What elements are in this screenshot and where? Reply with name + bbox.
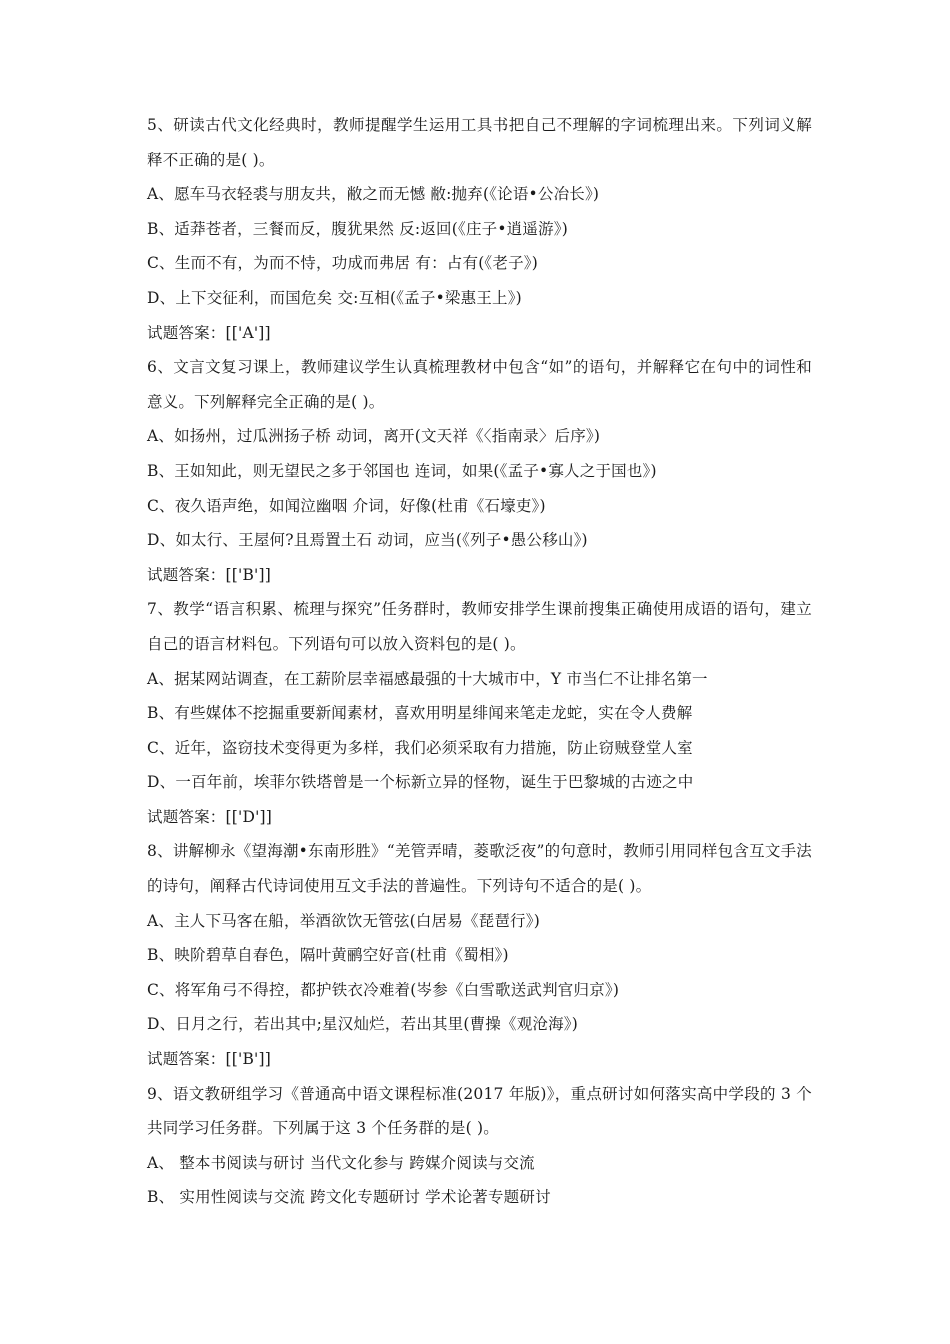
question-7-answer: 试题答案：[['D']] — [147, 807, 273, 826]
document-page — [147, 108, 812, 1215]
question-5-option-a: A、愿车马衣轻裘与朋友共，敝之而无憾 敝:抛弃(《论语•公冶长》) — [147, 185, 600, 204]
question-5-option-d: D、上下交征利，而国危矣 交:互相(《孟子•梁惠王上》) — [147, 288, 522, 307]
question-5-stem: 5、研读古代文化经典时，教师提醒学生运用工具书把自己不理解的字词梳理出来。下列词义解释不正确的是( )。 — [147, 116, 812, 169]
question-6-answer: 试题答案：[['B']] — [147, 565, 272, 584]
question-5-option-b: B、适莽苍者，三餐而反，腹犹果然 反:返回(《庄子•逍遥游》) — [147, 219, 568, 238]
question-8-stem: 8、讲解柳永《望海潮•东南形胜》“羌管弄晴，菱歌泛夜”的句意时，教师引用同样包含互文手法的诗句，阐释古代诗词使用互文手法的普遍性。下列诗句不适合的是( )。 — [147, 842, 812, 896]
question-7-option-a: A、据某网站调查，在工薪阶层幸福感最强的十大城市中，Y 市当仁不让排名第一 — [147, 669, 708, 688]
question-6-option-b: B、王如知此，则无望民之多于邻国也 连词，如果(《孟子•寡人之于国也》) — [147, 461, 657, 480]
question-6-option-c: C、夜久语声绝，如闻泣幽咽 介词，好像(杜甫《石壕吏》) — [147, 496, 546, 515]
question-6-stem: 6、文言文复习课上，教师建议学生认真梳理教材中包含“如”的语句，并解释它在句中的词性和意义。下列解释完全正确的是( )。 — [147, 358, 812, 411]
question-7-stem: 7、教学“语言积累、梳理与探究”任务群时，教师安排学生课前搜集正确使用成语的语句，建立自己的语言材料包。下列语句可以放入资料包的是( )。 — [147, 600, 812, 653]
question-9-option-a: A、 整本书阅读与研讨 当代文化参与 跨媒介阅读与交流 — [147, 1153, 535, 1172]
question-8-option-b: B、映阶碧草自春色，隔叶黄鹂空好音(杜甫《蜀相》) — [147, 946, 509, 965]
question-7-option-c: C、近年，盗窃技术变得更为多样，我们必须采取有力措施，防止窃贼登堂人室 — [147, 738, 693, 757]
question-5-answer: 试题答案：[['A']] — [147, 323, 271, 342]
question-9-stem: 9、语文教研组学习《普通高中语文课程标准(2017 年版)》，重点研讨如何落实高中学段的 3 个共同学习任务群。下列属于这 3 个任务群的是( )。 — [147, 1084, 812, 1138]
question-7-option-d: D、一百年前，埃菲尔铁塔曾是一个标新立异的怪物，诞生于巴黎城的古迹之中 — [147, 773, 694, 792]
question-6-option-d: D、如太行、王屋何?且焉置土石 动词，应当(《列子•愚公移山》) — [147, 531, 588, 550]
question-8-option-a: A、主人下马客在船，举酒欲饮无管弦(白居易《琵琶行》) — [147, 911, 540, 930]
question-7-option-b: B、有些媒体不挖掘重要新闻素材，喜欢用明星绯闻来笔走龙蛇，实在令人费解 — [147, 704, 693, 723]
question-5-option-c: C、生而不有，为而不恃，功成而弗居 有：占有(《老子》) — [147, 254, 538, 273]
question-8-option-c: C、将军角弓不得控，都护铁衣冷难着(岑参《白雪歌送武判官归京》) — [147, 980, 620, 999]
question-8-answer: 试题答案：[['B']] — [147, 1050, 272, 1069]
question-6-option-a: A、如扬州，过瓜洲扬子桥 动词，离开(文天祥《〈指南录〉后序》) — [147, 427, 601, 446]
question-9-option-b: B、 实用性阅读与交流 跨文化专题研讨 学术论著专题研讨 — [147, 1188, 551, 1207]
question-8-option-d: D、日月之行，若出其中;星汉灿烂，若出其里(曹操《观沧海》) — [147, 1015, 578, 1034]
